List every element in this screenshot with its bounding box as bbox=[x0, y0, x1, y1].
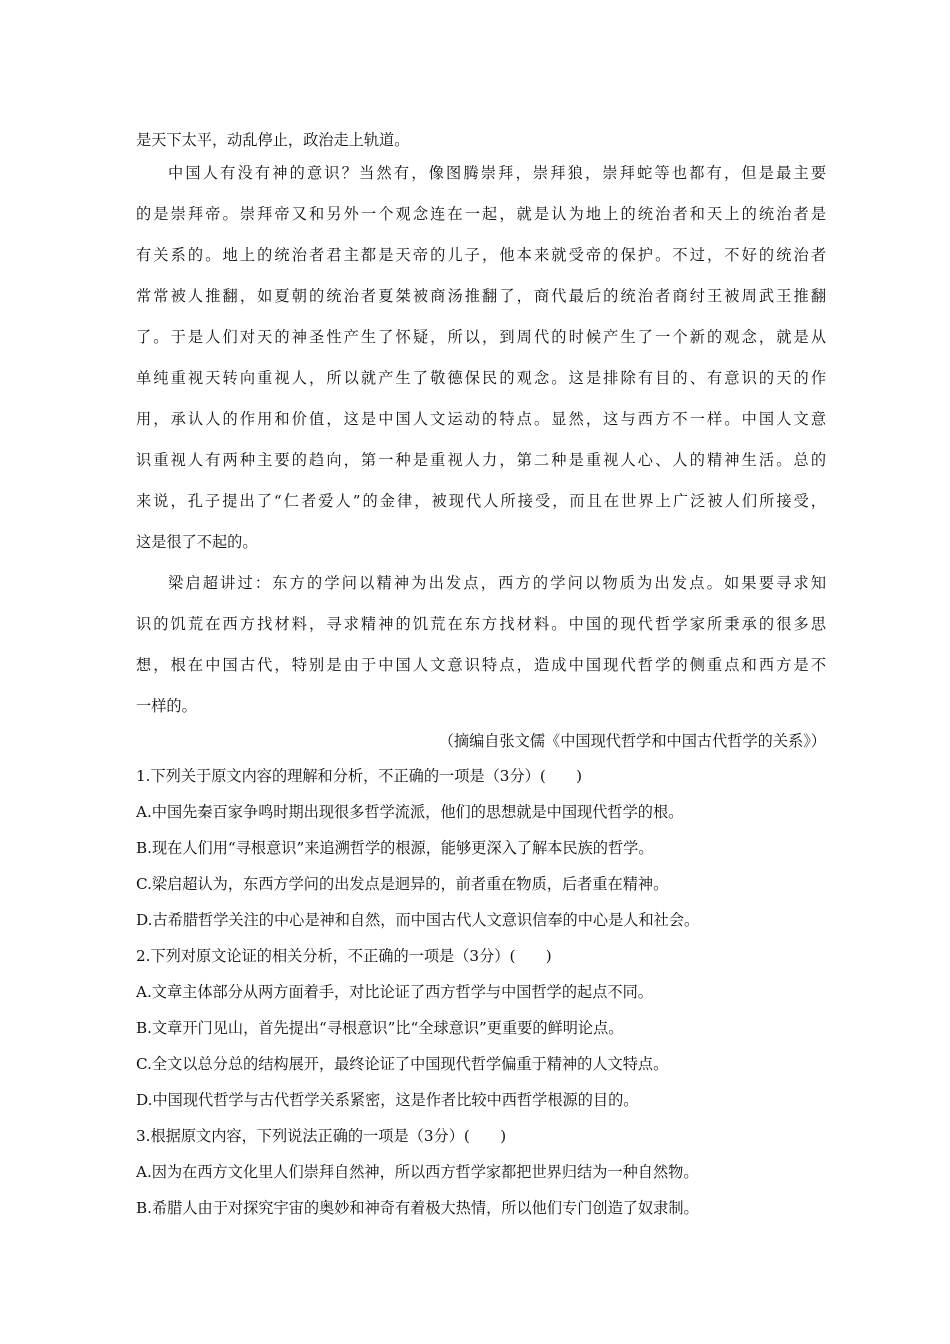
paragraph-line: 常常被人推翻，如夏朝的统治者夏桀被商汤推翻了，商代最后的统治者商纣王被周武王推翻 bbox=[136, 287, 826, 305]
question-stem: 2.下列对原文论证的相关分析，不正确的一项是（3分）( ) bbox=[136, 947, 552, 965]
paragraph-line: 的是崇拜帝。崇拜帝又和另外一个观念连在一起，就是认为地上的统治者和天上的统治者是 bbox=[136, 205, 826, 223]
paragraph-line: 想，根在中国古代，特别是由于中国人文意识特点，造成中国现代哲学的侧重点和西方是不 bbox=[136, 656, 826, 674]
source-citation: （摘编自张文儒《中国现代哲学和中国古代哲学的关系》） bbox=[438, 732, 826, 750]
paragraph-line: 有关系的。地上的统治者君主都是天帝的儿子，他本来就受帝的保护。不过，不好的统治者 bbox=[136, 246, 826, 264]
answer-option: D.古希腊哲学关注的中心是神和自然，而中国古代人文意识信奉的中心是人和社会。 bbox=[136, 911, 700, 929]
paragraph-line: 用，承认人的作用和价值，这是中国人文运动的特点。显然，这与西方不一样。中国人文意 bbox=[136, 410, 826, 428]
answer-option: A.因为在西方文化里人们崇拜自然神，所以西方哲学家都把世界归结为一种自然物。 bbox=[136, 1163, 699, 1181]
paragraph-line: 这是很了不起的。 bbox=[136, 533, 258, 551]
answer-option: B.现在人们用“寻根意识”来追溯哲学的根源，能够更深入了解本民族的哲学。 bbox=[136, 839, 654, 857]
answer-option: D.中国现代哲学与古代哲学关系紧密，这是作者比较中西哲学根源的目的。 bbox=[136, 1091, 639, 1109]
answer-option: A.中国先秦百家争鸣时期出现很多哲学流派，他们的思想就是中国现代哲学的根。 bbox=[136, 803, 684, 821]
paragraph-line: 一样的。 bbox=[136, 697, 197, 715]
answer-option: C.梁启超认为，东西方学问的出发点是迥异的，前者重在物质，后者重在精神。 bbox=[136, 875, 669, 893]
question-stem: 3.根据原文内容，下列说法正确的一项是（3分）( ) bbox=[136, 1127, 507, 1145]
paragraph-line: 中国人有没有神的意识？当然有，像图腾崇拜，崇拜狼，崇拜蛇等也都有，但是最主要 bbox=[168, 164, 826, 182]
paragraph-line: 了。于是人们对天的神圣性产生了怀疑，所以，到周代的时候产生了一个新的观念，就是从 bbox=[136, 328, 826, 346]
answer-option: C.全文以总分总的结构展开，最终论证了中国现代哲学偏重于精神的人文特点。 bbox=[136, 1055, 669, 1073]
answer-option: A.文章主体部分从两方面着手，对比论证了西方哲学与中国哲学的起点不同。 bbox=[136, 983, 653, 1001]
paragraph-line: 是天下太平，动乱停止，政治走上轨道。 bbox=[136, 131, 410, 149]
question-stem: 1.下列关于原文内容的理解和分析，不正确的一项是（3分）( ) bbox=[136, 767, 583, 785]
paragraph-line: 梁启超讲过：东方的学问以精神为出发点，西方的学问以物质为出发点。如果要寻求知 bbox=[168, 574, 826, 592]
paragraph-line: 单纯重视天转向重视人，所以就产生了敬德保民的观念。这是排除有目的、有意识的天的作 bbox=[136, 369, 826, 387]
answer-option: B.文章开门见山，首先提出“寻根意识”比“全球意识”更重要的鲜明论点。 bbox=[136, 1019, 624, 1037]
paragraph-line: 识重视人有两种主要的趋向，第一种是重视人力，第二种是重视人心、人的精神生活。总的 bbox=[136, 451, 826, 469]
paragraph-line: 来说，孔子提出了“仁者爱人”的金律，被现代人所接受，而且在世界上广泛被人们所接受， bbox=[136, 492, 826, 510]
paragraph-line: 识的饥荒在西方找材料，寻求精神的饥荒在东方找材料。中国的现代哲学家所秉承的很多思 bbox=[136, 615, 826, 633]
answer-option: B.希腊人由于对探究宇宙的奥妙和神奇有着极大热情，所以他们专门创造了奴隶制。 bbox=[136, 1199, 699, 1217]
